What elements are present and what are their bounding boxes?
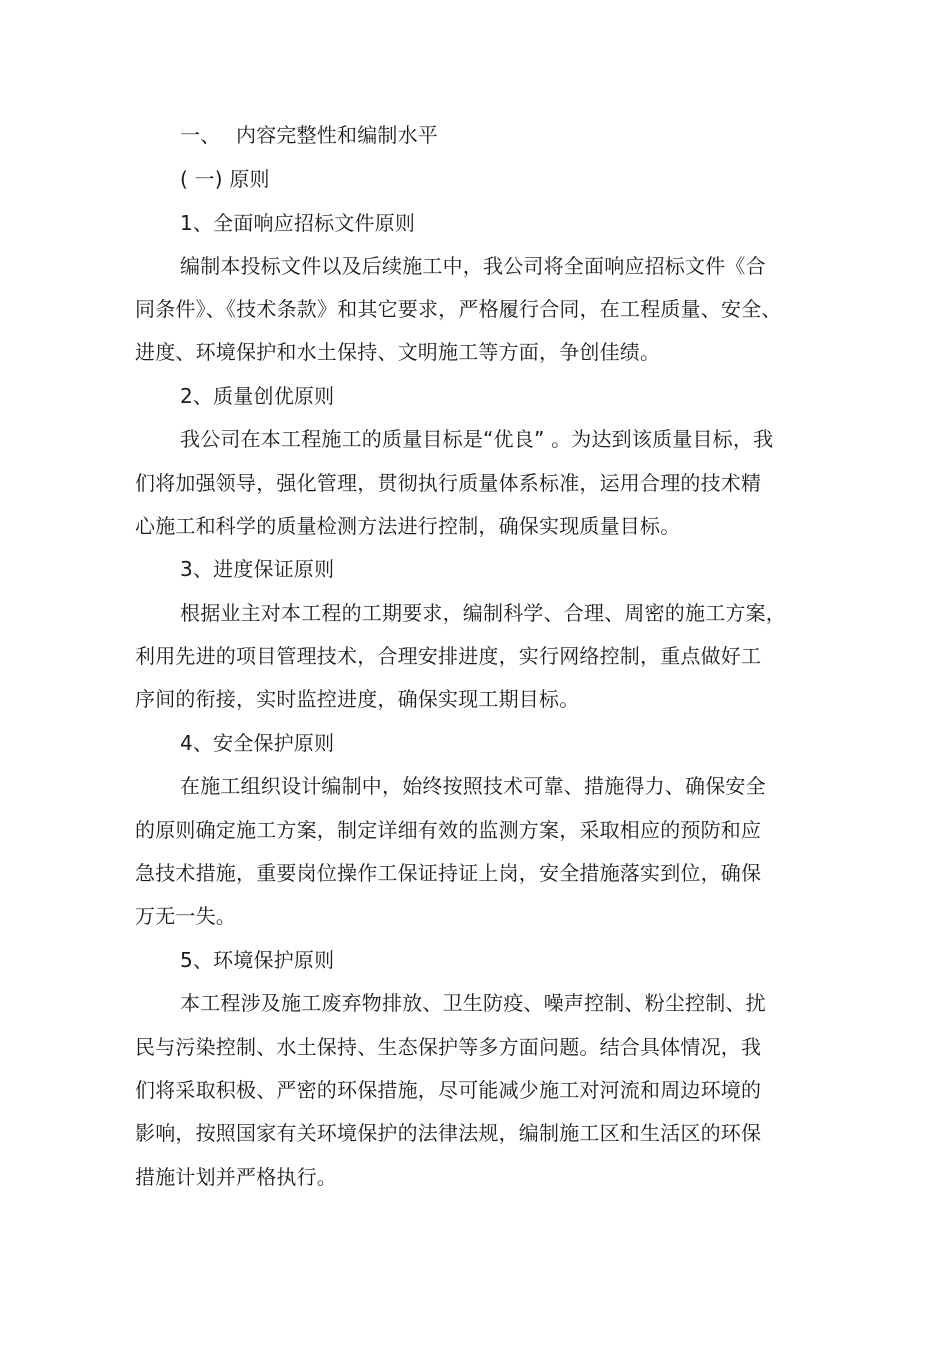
section-4-line-4: 万无一失。 — [135, 904, 236, 928]
section-1-title: 1、全面响应招标文件原则 — [180, 211, 416, 235]
section-1-line-2: 同条件》、《技术条款》和其它要求，严格履行合同，在工程质量、安全、 — [135, 297, 782, 321]
section-3-line-1: 根据业主对本工程的工期要求，编制科学、合理、周密的施工方案， — [180, 601, 786, 625]
main-heading — [180, 122, 438, 148]
section-5-line-1: 本工程涉及施工废弃物排放、卫生防疫、噪声控制、粉尘控制、扰 — [180, 991, 766, 1015]
section-1-line-1: 编制本投标文件以及后续施工中，我公司将全面响应招标文件《合 — [180, 254, 766, 278]
section-4-line-1: 在施工组织设计编制中，始终按照技术可靠、措施得力、确保安全 — [180, 774, 766, 798]
section-2-title: 2、质量创优原则 — [180, 384, 335, 408]
section-1-line-3: 进度、环境保护和水土保持、文明施工等方面，争创佳绩。 — [135, 340, 661, 364]
section-3-title: 3、进度保证原则 — [180, 557, 335, 581]
main-heading-title: 内容完整性和编制水平 — [236, 123, 438, 147]
section-5-line-5: 措施计划并严格执行。 — [135, 1165, 337, 1189]
subheading: ( 一) 原则 — [180, 167, 270, 191]
section-4-line-2: 的原则确定施工方案，制定详细有效的监测方案，采取相应的预防和应 — [135, 818, 762, 842]
section-4-line-3: 急技术措施，重要岗位操作工保证持证上岗，安全措施落实到位，确保 — [135, 861, 762, 885]
section-3-line-2: 利用先进的项目管理技术，合理安排进度，实行网络控制，重点做好工 — [135, 644, 762, 668]
section-5-title: 5、环境保护原则 — [180, 948, 335, 972]
section-2-line-2: 们将加强领导，强化管理，贯彻执行质量体系标准，运用合理的技术精 — [135, 471, 762, 495]
section-2-line-3: 心施工和科学的质量检测方法进行控制，确保实现质量目标。 — [135, 514, 681, 538]
section-2-line-1: 我公司在本工程施工的质量目标是“优良” 。为达到该质量目标，我 — [180, 427, 774, 451]
section-3-line-3: 序间的衔接，实时监控进度，确保实现工期目标。 — [135, 687, 580, 711]
main-heading-number: 一、 — [180, 123, 221, 147]
section-5-line-4: 影响，按照国家有关环境保护的法律法规，编制施工区和生活区的环保 — [135, 1121, 762, 1145]
section-5-line-2: 民与污染控制、水土保持、生态保护等多方面问题。结合具体情况，我 — [135, 1035, 762, 1059]
section-5-line-3: 们将采取积极、严密的环保措施，尽可能减少施工对河流和周边环境的 — [135, 1078, 762, 1102]
section-4-title: 4、安全保护原则 — [180, 731, 335, 755]
